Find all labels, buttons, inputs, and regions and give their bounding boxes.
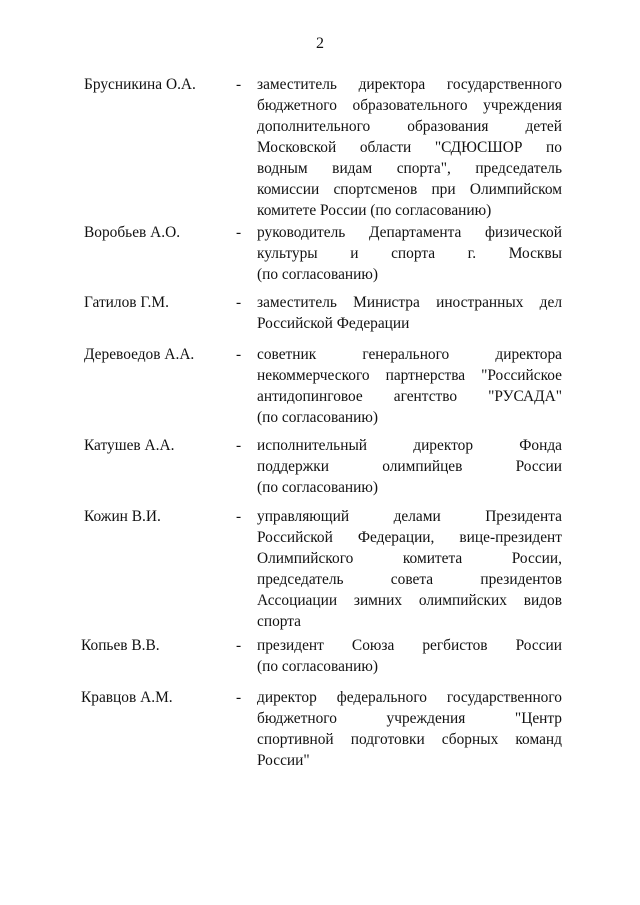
position-line: дополнительного образования детей (257, 118, 562, 135)
position-line: Московской области "СДЮСШОР по (257, 139, 562, 156)
separator-dash: - (236, 437, 242, 454)
separator-dash: - (236, 637, 242, 654)
member-position (257, 344, 562, 428)
separator-dash: - (236, 508, 242, 525)
position-line: Российской Федерации (257, 315, 410, 332)
position-line: (по согласованию) (257, 266, 378, 283)
position-line: некоммерческого партнерства "Российское (257, 367, 562, 384)
member-position (257, 222, 562, 285)
position-line: России" (257, 752, 310, 769)
member-position (257, 687, 562, 771)
position-line: антидопинговое агентство "РУСАДА" (257, 388, 562, 405)
position-line: Ассоциации зимних олимпийских видов (257, 592, 562, 609)
member-name: Гатилов Г.М. (84, 294, 169, 311)
member-position (257, 74, 562, 221)
position-line: председатель совета президентов (257, 571, 562, 588)
member-name: Брусникина О.А. (84, 76, 196, 93)
member-position (257, 506, 562, 632)
position-line: заместитель Министра иностранных дел (257, 294, 562, 311)
position-line: (по согласованию) (257, 658, 378, 675)
member-name: Воробьев А.О. (84, 224, 181, 241)
position-line: водным видам спорта", председатель (257, 160, 562, 177)
position-line: директор федерального государственного (257, 689, 562, 706)
position-line: культуры и спорта г. Москвы (257, 245, 562, 262)
position-line: Олимпийского комитета России, (257, 550, 562, 567)
position-line: управляющий делами Президента (257, 508, 562, 525)
member-position (257, 435, 562, 498)
position-line: исполнительный директор Фонда (257, 437, 562, 454)
position-line: президент Союза регбистов России (257, 637, 562, 654)
position-line: (по согласованию) (257, 479, 378, 496)
position-line: бюджетного образовательного учреждения (257, 97, 562, 114)
separator-dash: - (236, 689, 242, 706)
position-line: советник генерального директора (257, 346, 562, 363)
position-line: бюджетного учреждения "Центр (257, 710, 562, 727)
separator-dash: - (236, 76, 242, 93)
member-name: Катушев А.А. (84, 437, 175, 454)
page-number: 2 (316, 35, 324, 52)
position-line: поддержки олимпийцев России (257, 458, 562, 475)
separator-dash: - (236, 224, 242, 241)
member-position (257, 292, 562, 334)
position-line: комитете России (по согласованию) (257, 202, 492, 219)
position-line: комиссии спортсменов при Олимпийском (257, 181, 562, 198)
member-position (257, 635, 562, 677)
position-line: заместитель директора государственного (257, 76, 562, 93)
position-line: спорта (257, 613, 302, 630)
separator-dash: - (236, 294, 242, 311)
position-line: руководитель Департамента физической (257, 224, 562, 241)
member-name: Копьев В.В. (81, 637, 160, 654)
position-line: (по согласованию) (257, 409, 378, 426)
member-name: Кравцов А.М. (81, 689, 173, 706)
position-line: Российской Федерации, вице-президент (257, 529, 562, 546)
separator-dash: - (236, 346, 242, 363)
member-name: Кожин В.И. (84, 508, 161, 525)
position-line: спортивной подготовки сборных команд (257, 731, 562, 748)
member-name: Деревоедов А.А. (84, 346, 195, 363)
